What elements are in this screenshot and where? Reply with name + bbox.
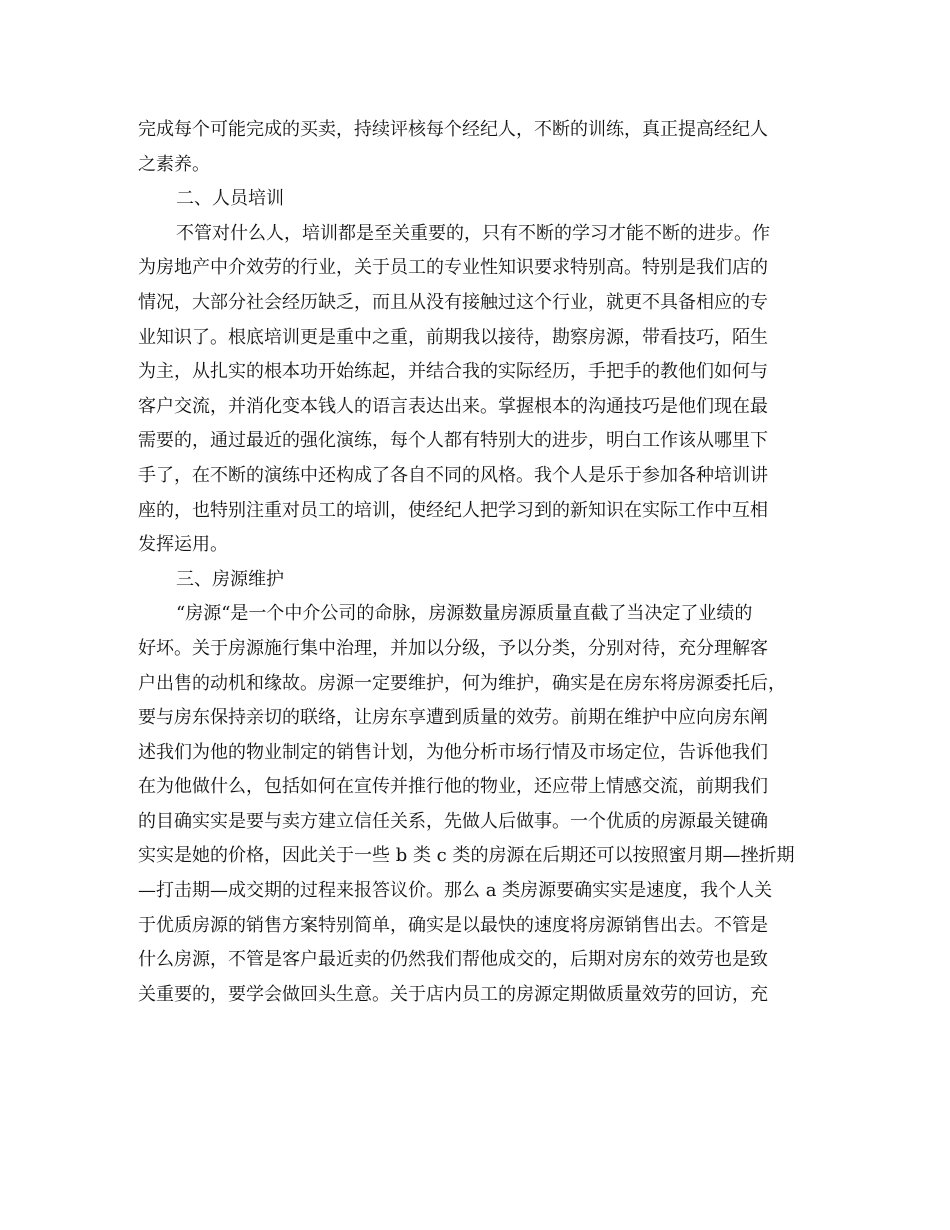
text-line: 好坏。关于房源施行集中治理，并加以分级，予以分类，分别对待，充分理解客 (138, 637, 768, 659)
text-line: 在为他做什么，包括如何在宣传并推行他的物业，还应带上情感交流，前期我们 (138, 776, 768, 798)
text-line: 于优质房源的销售方案特别简单，确实是以最快的速度将房源销售出去。不管是 (138, 914, 768, 936)
text-line: 三、房源维护 (176, 568, 284, 590)
text-line: 情况，大部分社会经历缺乏，而且从没有接触过这个行业，就更不具备相应的专 (138, 291, 768, 313)
text-line: 手了，在不断的演练中还构成了各自不同的风格。我个人是乐于参加各种培训讲 (138, 464, 768, 486)
text-line: —打击期—成交期的过程来报答议价。那么 a 类房源要确实实是速度，我个人关 (138, 880, 773, 902)
text-line: 实实是她的价格，因此关于一些 b 类 c 类的房源在后期还可以按照蜜月期—挫折期 (138, 845, 795, 867)
document-page (138, 113, 798, 1012)
text-line: 的目确实实是要与卖方建立信任关系，先做人后做事。一个优质的房源最关键确 (138, 810, 768, 832)
text-line: “房源“是一个中介公司的命脉，房源数量房源质量直截了当决定了业绩的 (176, 603, 753, 625)
text-line: 为主，从扎实的根本功开始练起，并结合我的实际经历，手把手的教他们如何与 (138, 361, 768, 383)
text-line: 不管对什么人，培训都是至关重要的，只有不断的学习才能不断的进步。作 (176, 222, 770, 244)
text-line: 发挥运用。 (138, 534, 228, 556)
text-line: 关重要的，要学会做回头生意。关于店内员工的房源定期做质量效劳的回访，充 (138, 983, 768, 1005)
text-line: 什么房源，不管是客户最近卖的仍然我们帮他成交的，后期对房东的效劳也是致 (138, 949, 768, 971)
text-line: 要与房东保持亲切的联络，让房东享遭到质量的效劳。前期在维护中应向房东阐 (138, 707, 768, 729)
text-line: 业知识了。根底培训更是重中之重，前期我以接待，勘察房源，带看技巧，陌生 (138, 326, 768, 348)
text-line: 座的，也特别注重对员工的培训，使经纪人把学习到的新知识在实际工作中互相 (138, 499, 768, 521)
text-line: 客户交流，并消化变本钱人的语言表达出来。掌握根本的沟通技巧是他们现在最 (138, 395, 768, 417)
text-line: 为房地产中介效劳的行业，关于员工的专业性知识要求特别高。特别是我们店的 (138, 257, 768, 279)
text-line: 二、人员培训 (176, 188, 284, 210)
text-line: 需要的，通过最近的强化演练，每个人都有特别大的进步，明白工作该从哪里下 (138, 430, 768, 452)
text-line: 之素养。 (138, 153, 210, 175)
text-line: 述我们为他的物业制定的销售计划，为他分析市场行情及市场定位，告诉他我们 (138, 741, 768, 763)
text-line: 完成每个可能完成的买卖，持续评核每个经纪人，不断的训练，真正提高经纪人 (138, 119, 768, 140)
text-line: 户出售的动机和缘故。房源一定要维护，何为维护，确实是在房东将房源委托后， (138, 672, 786, 694)
